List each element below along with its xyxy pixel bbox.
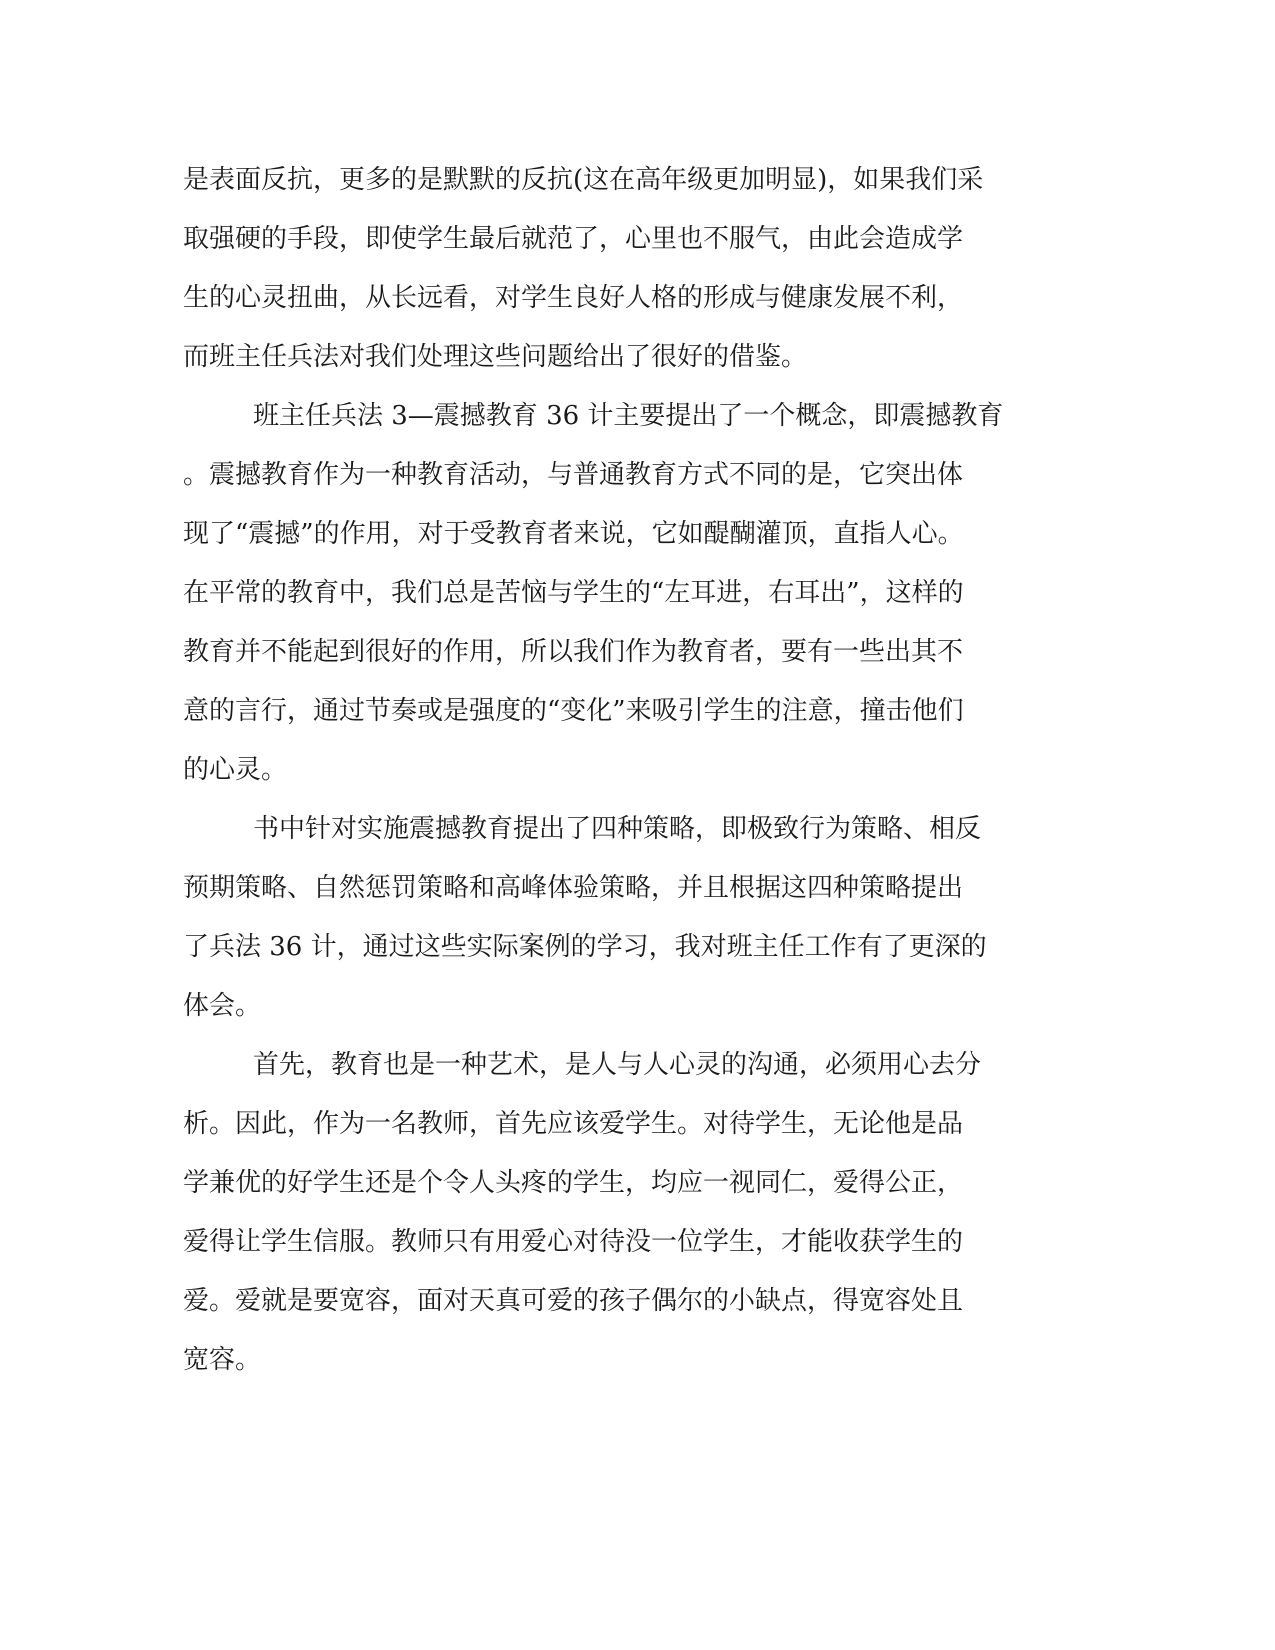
paragraph-line: 宽容。	[183, 1345, 262, 1375]
paragraph-line: 生的心灵扭曲，从长远看，对学生良好人格的形成与健康发展不利，	[183, 283, 964, 313]
paragraph-first-line: 首先，教育也是一种艺术，是人与人心灵的沟通，必须用心去分	[253, 1050, 982, 1080]
paragraph-line: 而班主任兵法对我们处理这些问题给出了很好的借鉴。	[183, 342, 808, 372]
paragraph-line: 现了“震撼”的作用，对于受教育者来说，它如醍醐灌顶，直指人心。	[183, 519, 964, 549]
paragraph-first-line: 班主任兵法 3—震撼教育 36 计主要提出了一个概念，即震撼教育	[253, 401, 1004, 431]
paragraph-line: 体会。	[183, 991, 262, 1021]
paragraph-line: 在平常的教育中，我们总是苦恼与学生的“左耳进，右耳出”，这样的	[183, 578, 964, 608]
paragraph-line: 教育并不能起到很好的作用，所以我们作为教育者，要有一些出其不	[183, 637, 964, 667]
paragraph-line: 爱。爱就是要宽容，面对天真可爱的孩子偶尔的小缺点，得宽容处且	[183, 1286, 964, 1316]
paragraph-line: 学兼优的好学生还是个令人头疼的学生，均应一视同仁，爱得公正，	[183, 1168, 964, 1198]
paragraph-line: 爱得让学生信服。教师只有用爱心对待没一位学生，才能收获学生的	[183, 1227, 964, 1257]
paragraph-line: 了兵法 36 计，通过这些实际案例的学习，我对班主任工作有了更深的	[183, 932, 987, 962]
paragraph-line: 。震撼教育作为一种教育活动，与普通教育方式不同的是，它突出体	[183, 460, 964, 490]
paragraph-line: 意的言行，通过节奏或是强度的“变化”来吸引学生的注意，撞击他们	[183, 696, 964, 726]
paragraph-line: 的心灵。	[183, 755, 288, 785]
paragraph-first-line: 书中针对实施震撼教育提出了四种策略，即极致行为策略、相反	[253, 814, 982, 844]
paragraph-line: 取强硬的手段，即使学生最后就范了，心里也不服气，由此会造成学	[183, 224, 964, 254]
paragraph-line: 是表面反抗，更多的是默默的反抗(这在高年级更加明显)，如果我们采	[183, 165, 984, 195]
paragraph-line: 预期策略、自然惩罚策略和高峰体验策略，并且根据这四种策略提出	[183, 873, 964, 903]
paragraph-line: 析。因此，作为一名教师，首先应该爱学生。对待学生，无论他是品	[183, 1109, 964, 1139]
